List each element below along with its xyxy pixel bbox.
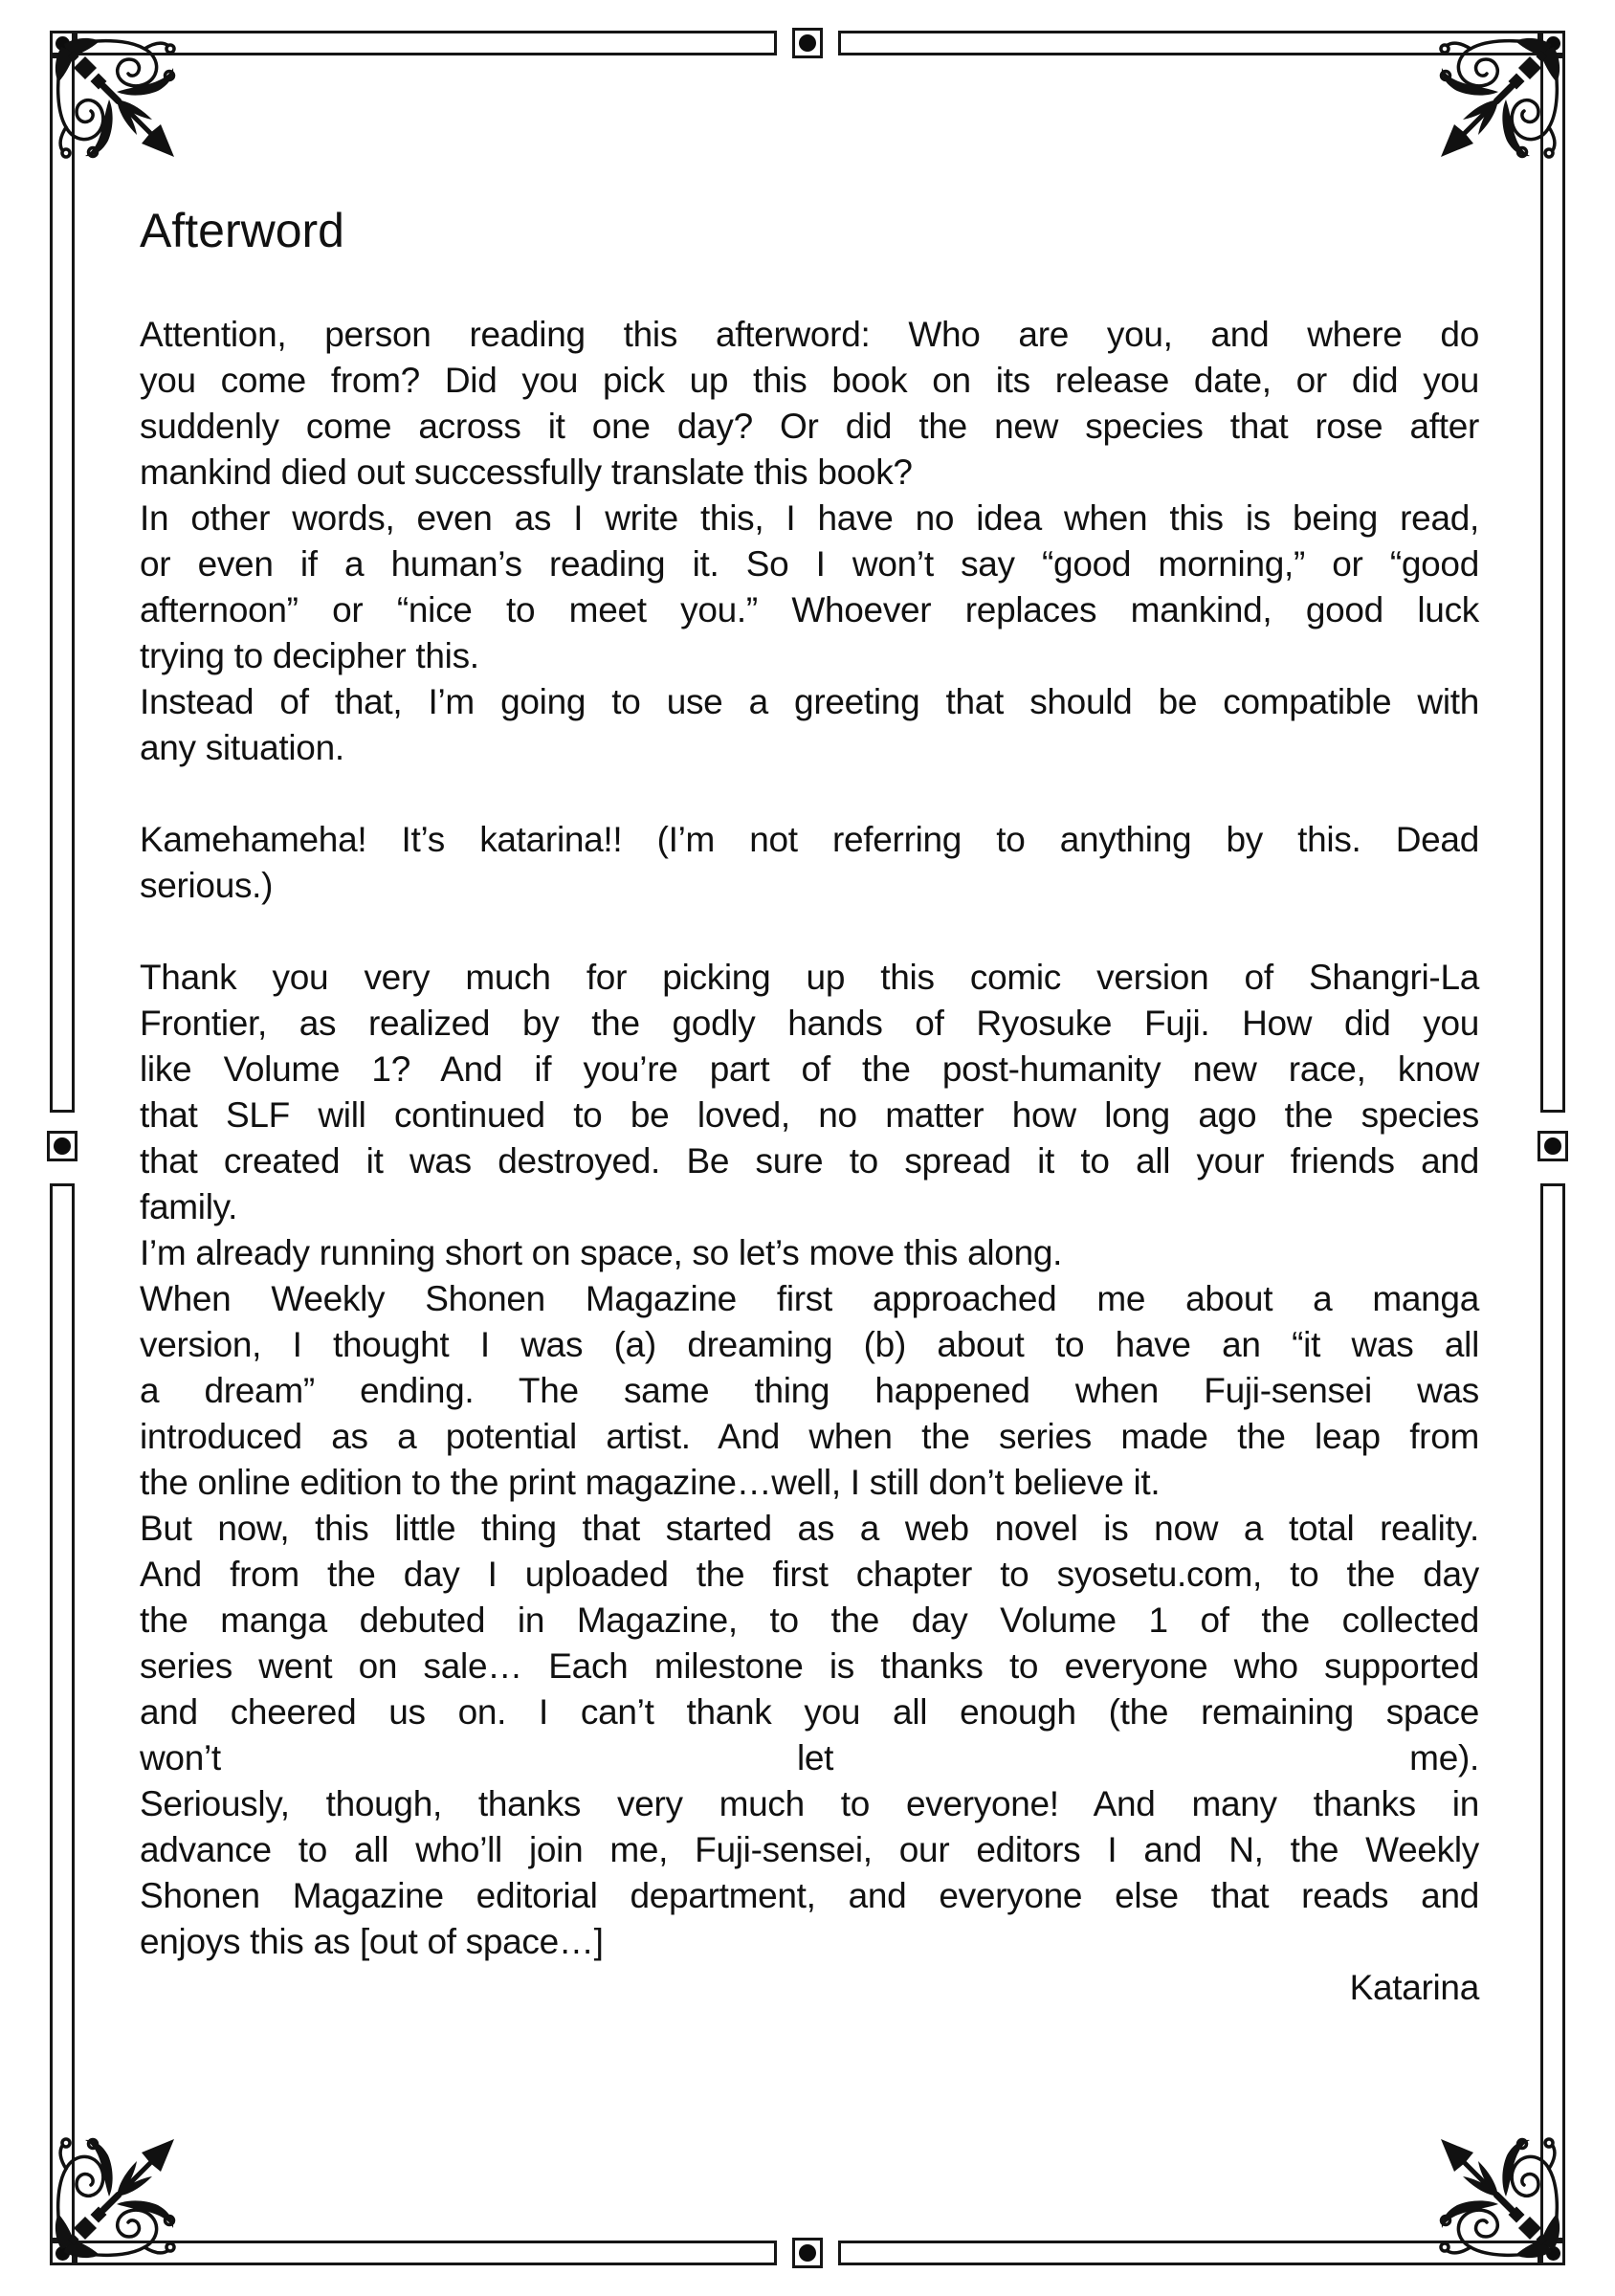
text-line: Shonen Magazine editorial department, and everyone else that reads and	[140, 1876, 1479, 1915]
text-line: series went on sale… Each milestone is thanks to everyone who supported	[140, 1646, 1479, 1686]
text-line: that SLF will continued to be loved, no matter how long ago the species	[140, 1095, 1479, 1135]
dot	[1544, 1137, 1561, 1155]
page-title: Afterword	[140, 204, 344, 257]
paragraph	[140, 1506, 1479, 1965]
text-line: enjoys this as [out of space…]	[140, 1922, 604, 1961]
text-line: the online edition to the print magazine…well, I still don’t believe it.	[140, 1463, 1161, 1502]
dot	[799, 34, 816, 52]
text-line: Kamehameha! It’s katarina!! (I’m not referring to anything by this. Dead	[140, 820, 1479, 859]
text-line: serious.)	[140, 866, 274, 905]
text-line: introduced as a potential artist. And when the series made the leap from	[140, 1417, 1479, 1456]
paragraph	[140, 312, 1479, 496]
paragraph	[140, 679, 1479, 771]
dot-in-square-icon	[792, 28, 823, 58]
dot	[54, 1137, 71, 1155]
text-line: advance to all who’ll join me, Fuji-sensei, our editors I and N, the Weekly	[140, 1830, 1479, 1869]
text-line: But now, this little thing that started as a web novel is now a total reality.	[140, 1509, 1479, 1548]
text-line: suddenly come across it one day? Or did the new species that rose after	[140, 407, 1479, 446]
floral-flourish-icon	[1418, 36, 1561, 180]
paragraph	[140, 496, 1479, 679]
text-line: Attention, person reading this afterword: Who are you, and where do	[140, 315, 1479, 354]
dot-in-square-icon	[47, 1131, 77, 1161]
signature: Katarina	[1349, 1968, 1479, 2007]
afterword-paragraphs	[140, 312, 1479, 1965]
text-line: afternoon” or “nice to meet you.” Whoever replaces mankind, good luck	[140, 590, 1479, 629]
text-line: In other words, even as I write this, I have no idea when this is being read,	[140, 498, 1479, 538]
text-line: a dream” ending. The same thing happened when Fuji-sensei was	[140, 1371, 1479, 1410]
text-line: trying to decipher this.	[140, 636, 479, 675]
floral-flourish-icon	[54, 2116, 197, 2260]
paragraph	[140, 817, 1479, 909]
text-line: Frontier, as realized by the godly hands of Ryosuke Fuji. How did you	[140, 1004, 1479, 1043]
dot-in-square-icon	[792, 2238, 823, 2268]
paragraph	[140, 955, 1479, 1230]
text-line: the manga debuted in Magazine, to the day Volume 1 of the collected	[140, 1601, 1479, 1640]
text-line: When Weekly Shonen Magazine first approached me about a manga	[140, 1279, 1479, 1318]
text-line: version, I thought I was (a) dreaming (b) about to have an “it was all	[140, 1325, 1479, 1364]
afterword-page	[140, 205, 1479, 2011]
text-line: that created it was destroyed. Be sure to spread it to all your friends and	[140, 1141, 1479, 1181]
paragraph	[140, 1230, 1479, 1276]
frame-right-bar-bottom	[1540, 1183, 1565, 2241]
frame-left-bar-bottom	[50, 1183, 75, 2241]
text-line: any situation.	[140, 728, 344, 767]
text-line: family.	[140, 1187, 238, 1226]
text-line: I’m already running short on space, so let’s move this along.	[140, 1233, 1063, 1272]
text-line: And from the day I uploaded the first chapter to syosetu.com, to the day	[140, 1555, 1479, 1594]
paragraph	[140, 1276, 1479, 1506]
floral-flourish-icon	[1418, 2116, 1561, 2260]
text-line: you come from? Did you pick up this book on its release date, or did you	[140, 361, 1479, 400]
text-line: like Volume 1? And if you’re part of the post-humanity new race, know	[140, 1049, 1479, 1089]
text-line: Seriously, though, thanks very much to everyone! And many thanks in	[140, 1784, 1479, 1823]
text-line: mankind died out successfully translate this book?	[140, 453, 913, 492]
frame-left-bar-top	[50, 55, 75, 1113]
floral-flourish-icon	[54, 36, 197, 180]
text-line: Instead of that, I’m going to use a greeting that should be compatible with	[140, 682, 1479, 721]
text-line: won’t let me).	[140, 1738, 1479, 1777]
dot	[799, 2244, 816, 2262]
text-line: or even if a human’s reading it. So I won’t say “good morning,” or “good	[140, 544, 1479, 584]
dot-in-square-icon	[1538, 1131, 1568, 1161]
text-line: and cheered us on. I can’t thank you all enough (the remaining space	[140, 1692, 1479, 1732]
frame-right-bar-top	[1540, 55, 1565, 1113]
text-line: Thank you very much for picking up this comic version of Shangri-La	[140, 958, 1479, 997]
